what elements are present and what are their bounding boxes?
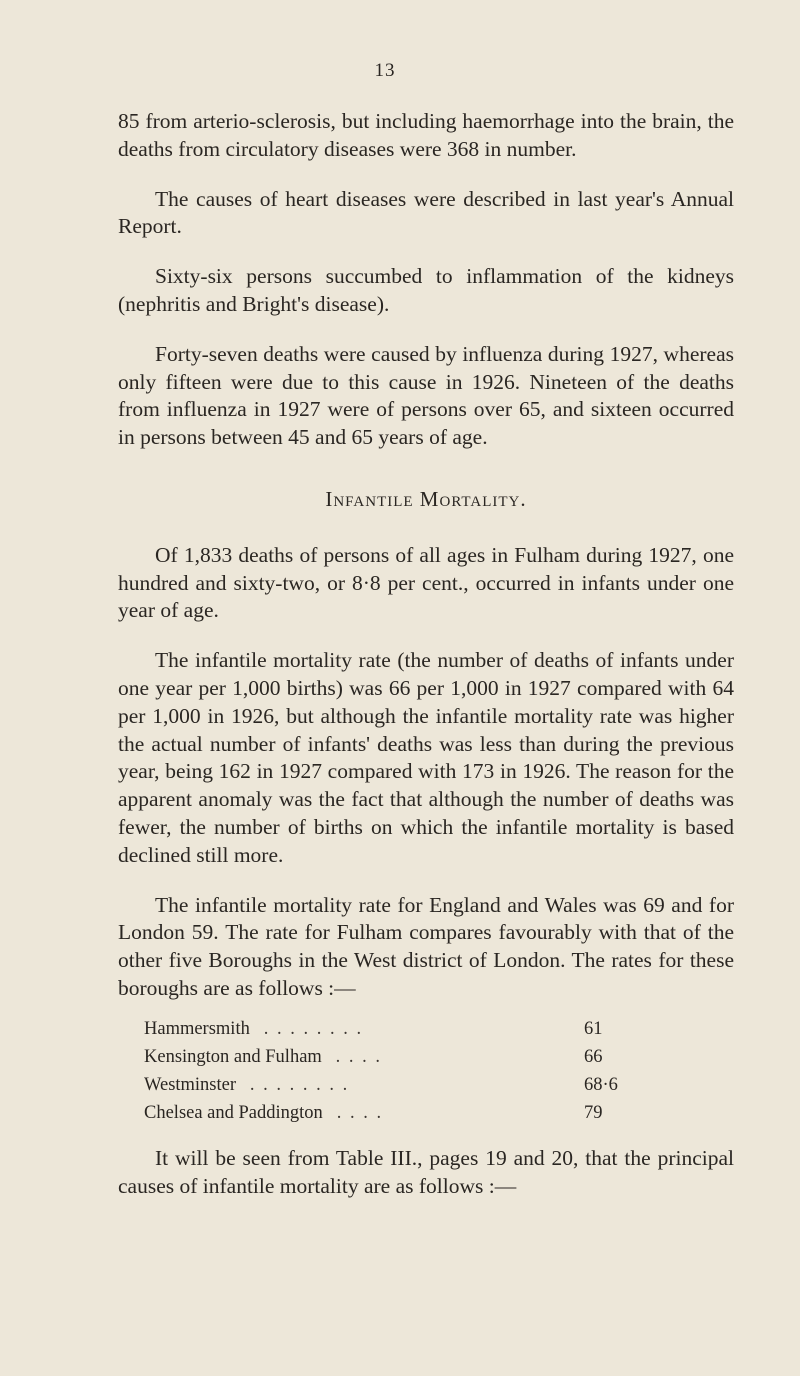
borough-rate: 79 (584, 1102, 603, 1123)
dot-leader: . . . . . . . . (263, 1018, 364, 1039)
table-row (118, 1043, 734, 1071)
table-row (118, 1099, 734, 1127)
paragraph-borough-comparison: The infantile mortality rate for England and Wales was 69 and for London 59. The rate for Fulham compares favourably with that of the other five Boroughs in the West district of London. The rates for these boroughs are as follows :— (118, 892, 734, 1000)
paragraph-circulatory-deaths: 85 from arterio-sclerosis, but including haemorrhage into the brain, the deaths from circulatory diseases were 368 in number. (118, 109, 734, 161)
dot-leader: . . . . . . . . (249, 1074, 350, 1095)
borough-name (118, 1043, 584, 1071)
paragraph-influenza: Forty-seven deaths were caused by influenza during 1927, whereas only fifteen were due to this cause in 1926. Nineteen of the deaths from influenza in 1927 were of persons over 65, and sixteen occurred in persons between 45 and 65 years of age. (118, 341, 734, 450)
borough-rates-table (118, 1015, 734, 1127)
borough-label: Hammersmith (144, 1018, 250, 1039)
page-number: 13 (374, 60, 396, 81)
borough-rate: 66 (584, 1046, 603, 1067)
dot-leader: . . . . (335, 1046, 383, 1067)
paragraph-causes-intro: It will be seen from Table III., pages 19 and 20, that the principal causes of infantile mortality are as follows :— (118, 1145, 734, 1198)
borough-name (118, 1015, 584, 1043)
table-row (118, 1015, 734, 1043)
borough-rate: 61 (584, 1018, 603, 1039)
paragraph-heart-diseases: The causes of heart diseases were described in last year's Annual Report. (118, 186, 734, 239)
paragraph-infant-deaths: Of 1,833 deaths of persons of all ages in Fulham during 1927, one hundred and sixty-two, or 8·8 per cent., occurred in infants under one year of age. (118, 542, 734, 623)
borough-name (118, 1099, 584, 1127)
paragraph-infantile-mortality-rate: The infantile mortality rate (the number of deaths of infants under one year per 1,000 births) was 66 per 1,000 in 1927 compared with 64 per 1,000 in 1926, but although the infantile mortality rate was higher the actual number of infants' deaths was less than during the previous year, being 162 in 1927 compared with 173 in 1926. The reason for the apparent anomaly was the fact that although the number of deaths was fewer, the number of births on which the infantile mortality is based declined still more. (118, 648, 734, 867)
paragraph-kidney-inflammation: Sixty-six persons succumbed to inflammation of the kidneys (nephritis and Bright's disease). (118, 264, 734, 316)
table-row (118, 1071, 734, 1099)
dot-leader: . . . . (336, 1102, 384, 1123)
section-heading: Infantile Mortality. (325, 486, 527, 511)
borough-rate: 68·6 (584, 1074, 618, 1095)
borough-label: Kensington and Fulham (144, 1046, 322, 1067)
borough-label: Westminster (144, 1074, 237, 1095)
body-text (118, 108, 734, 1222)
borough-name (118, 1071, 584, 1099)
borough-label: Chelsea and Paddington (144, 1102, 323, 1123)
